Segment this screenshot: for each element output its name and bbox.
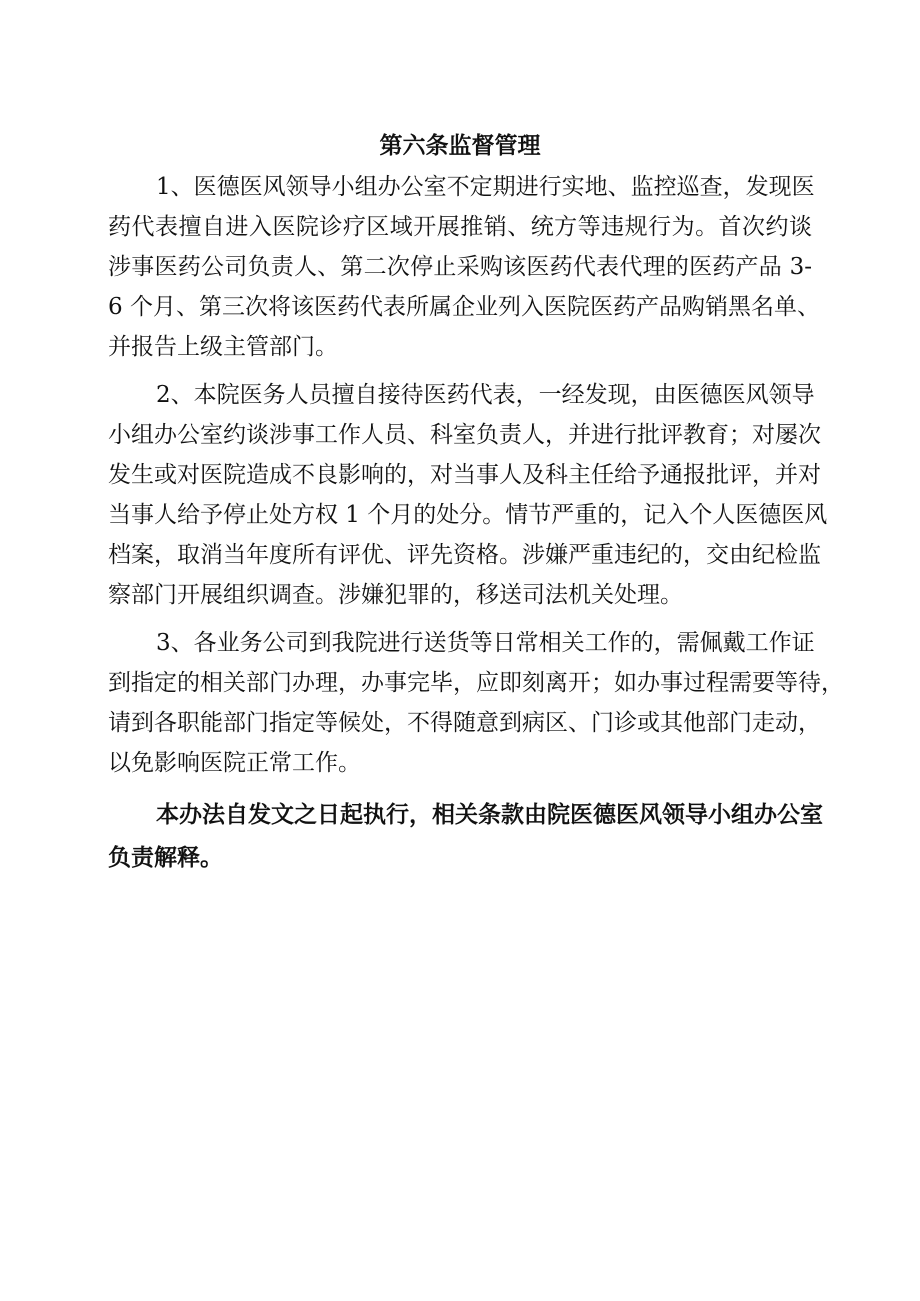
text-line: 发生或对医院造成不良影响的，对当事人及科主任给予通报批评，并对 xyxy=(108,462,821,488)
text-line: 当事人给予停止处方权 1 个月的处分。情节严重的，记入个人医德医风 xyxy=(108,502,828,528)
text-line: 到指定的相关部门办理，办事完毕，应即刻离开；如办事过程需要等待， xyxy=(108,670,844,696)
text-line: 察部门开展组织调查。涉嫌犯罪的，移送司法机关处理。 xyxy=(108,582,683,608)
text-line: 3、各业务公司到我院进行送货等日常相关工作的，需佩戴工作证 xyxy=(156,630,815,656)
text-line: 小组办公室约谈涉事工作人员、科室负责人，并进行批评教育；对屡次 xyxy=(108,422,821,448)
section-title: 第六条监督管理 xyxy=(379,133,541,159)
text-line: 本办法自发文之日起执行，相关条款由院医德医风领导小组办公室 xyxy=(156,802,823,828)
text-line: 药代表擅自进入医院诊疗区域开展推销、统方等违规行为。首次约谈 xyxy=(108,214,812,240)
text-line: 1、医德医风领导小组办公室不定期进行实地、监控巡查，发现医 xyxy=(156,174,815,200)
text-line: 2、本院医务人员擅自接待医药代表，一经发现，由医德医风领导 xyxy=(156,382,815,408)
text-line: 以免影响医院正常工作。 xyxy=(108,750,361,776)
text-line: 负责解释。 xyxy=(108,845,223,871)
text-line: 并报告上级主管部门。 xyxy=(108,334,338,360)
text-line: 档案，取消当年度所有评优、评先资格。涉嫌严重违纪的，交由纪检监 xyxy=(108,542,821,568)
text-line: 6 个月、第三次将该医药代表所属企业列入医院医药产品购销黑名单、 xyxy=(108,294,820,320)
text-line: 请到各职能部门指定等候处，不得随意到病区、门诊或其他部门走动， xyxy=(108,710,821,736)
text-line: 涉事医药公司负责人、第二次停止采购该医药代表代理的医药产品 3- xyxy=(108,254,812,280)
